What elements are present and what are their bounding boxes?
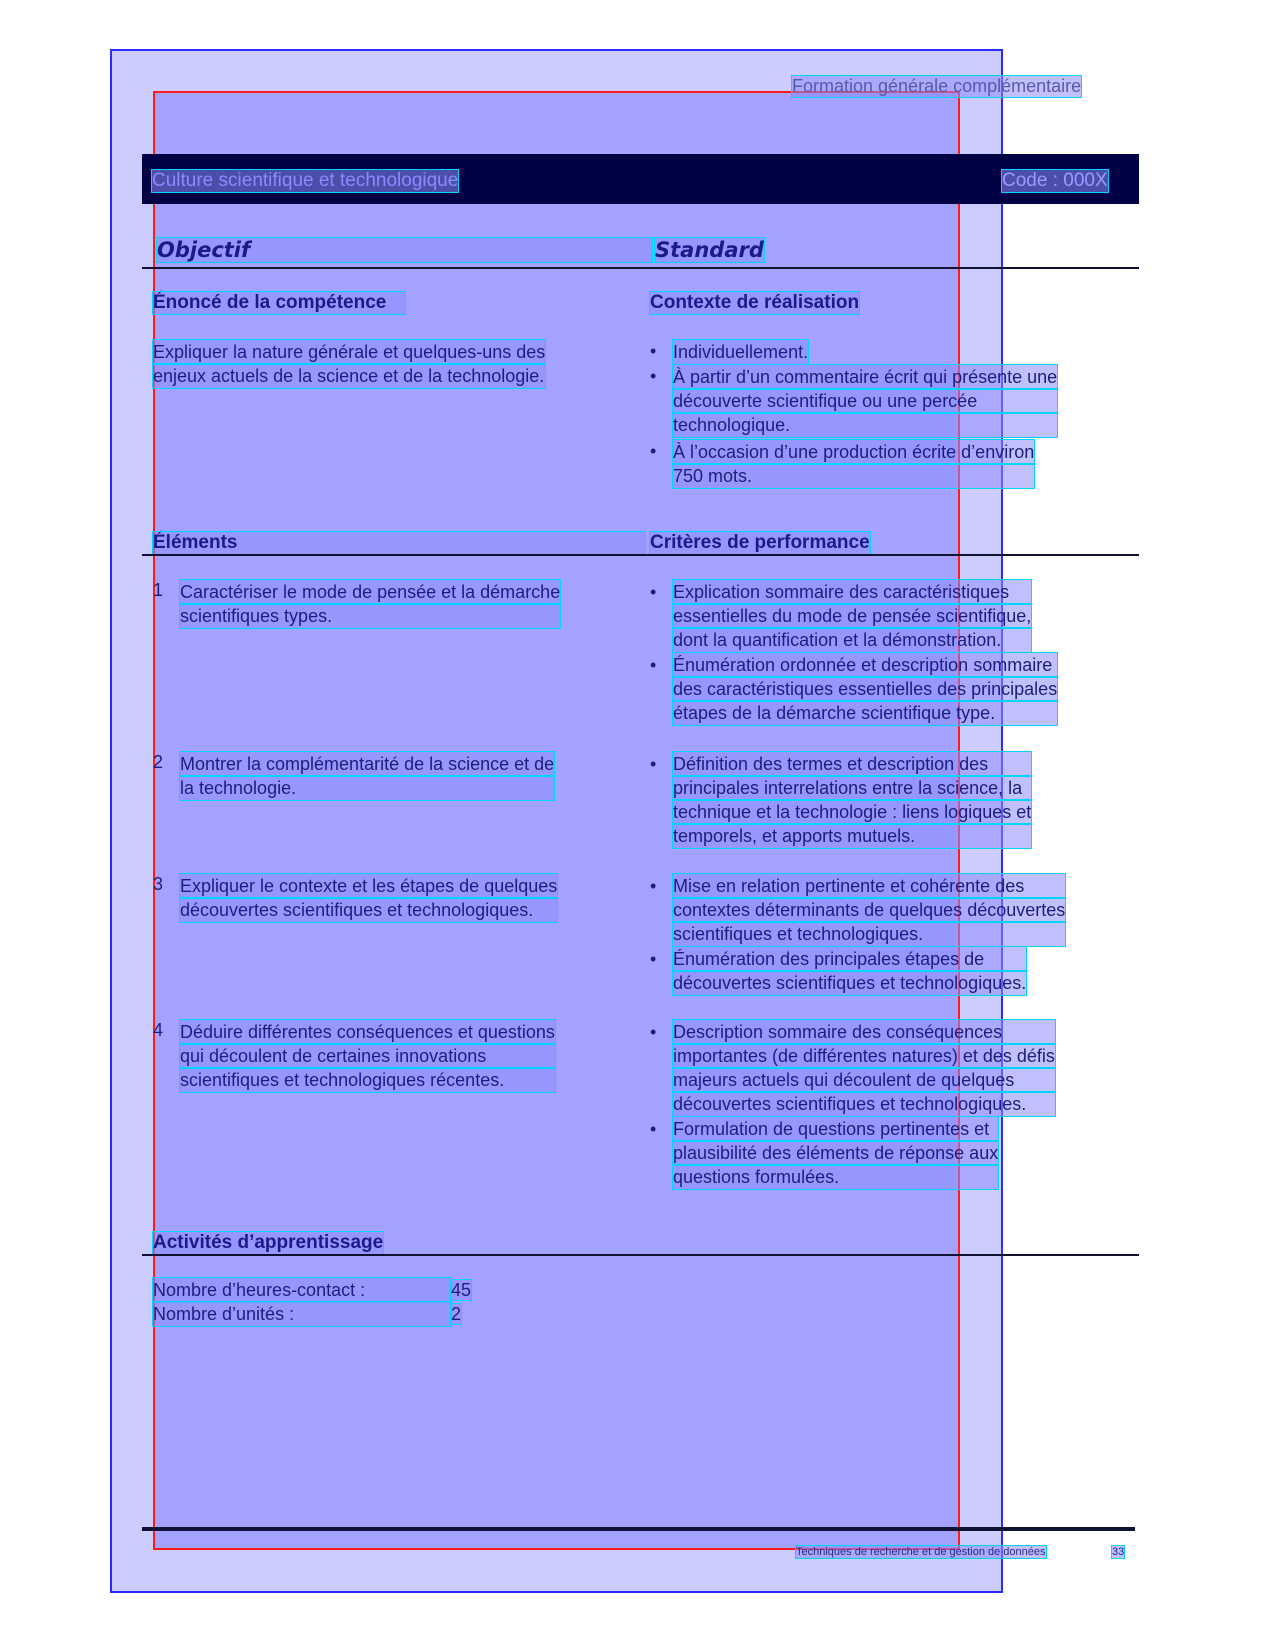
- criterion-item: [673, 752, 1031, 848]
- footer-rule: [142, 1527, 1135, 1531]
- context-line: À partir d’un commentaire écrit qui présente une: [673, 367, 1058, 387]
- hours-row: [153, 1278, 471, 1302]
- criterion-line: Mise en relation pertinente et cohérente des: [673, 874, 1065, 898]
- context-item: [673, 440, 1034, 488]
- bullet-icon: •: [650, 366, 657, 386]
- criteria-heading: Critères de performance: [650, 532, 870, 553]
- competence-heading: Énoncé de la compétence: [153, 292, 405, 314]
- criterion-line: Description sommaire des conséquences: [673, 1020, 1055, 1044]
- bullet-icon: •: [650, 1022, 657, 1042]
- criterion-line: dont la quantification et la démonstration.: [673, 628, 1031, 652]
- footer-text: Techniques de recherche et de gestion de données: [796, 1546, 1046, 1558]
- competence-statement: [153, 340, 545, 388]
- competence-line: Expliquer la nature générale et quelques-uns des: [153, 342, 546, 362]
- activities-heading: Activités d’apprentissage: [153, 1232, 384, 1253]
- element-line: scientifiques types.: [180, 604, 560, 628]
- context-item: [673, 365, 1057, 437]
- criterion-line: étapes de la démarche scientifique type.: [673, 701, 1057, 725]
- units-value: 2: [451, 1304, 462, 1324]
- criterion-line: découvertes scientifiques et technologiques.: [673, 973, 1027, 993]
- element-text: [180, 1020, 555, 1092]
- element-line: Montrer la complémentarité de la science et de: [180, 754, 555, 774]
- criterion-line: questions formulées.: [673, 1165, 998, 1189]
- units-label: Nombre d’unités :: [153, 1302, 451, 1326]
- units-row: [153, 1302, 461, 1326]
- element-line: découvertes scientifiques et technologiques.: [180, 898, 557, 922]
- criterion-item: [673, 653, 1057, 725]
- bullet-icon: •: [650, 949, 657, 969]
- bullet-icon: •: [650, 1119, 657, 1139]
- context-line: découverte scientifique ou une percée: [673, 389, 1057, 413]
- criterion-line: des caractéristiques essentielles des principales: [673, 679, 1058, 699]
- context-line: technologique.: [673, 413, 1057, 437]
- program-header: Formation générale complémentaire: [792, 76, 1082, 96]
- context-line: À l’occasion d’une production écrite d’environ: [673, 442, 1035, 462]
- criterion-line: Définition des termes et description des: [673, 752, 1031, 776]
- element-line: la technologie.: [180, 776, 554, 800]
- criterion-line: découvertes scientifiques et technologiques.: [673, 1092, 1055, 1116]
- context-heading: Contexte de réalisation: [650, 292, 860, 313]
- element-line: Expliquer le contexte et les étapes de quelques: [180, 876, 558, 896]
- course-title: Culture scientifique et technologique: [152, 170, 459, 191]
- competence-line: enjeux actuels de la science et de la technologie.: [153, 366, 545, 386]
- criterion-item: [673, 1117, 998, 1189]
- criterion-line: essentielles du mode de pensée scientifique,: [673, 606, 1032, 626]
- element-text: [180, 874, 557, 922]
- bullet-icon: •: [650, 655, 657, 675]
- criterion-item: [673, 874, 1065, 946]
- element-number: 2: [153, 752, 164, 772]
- criterion-line: technique et la technologie : liens logiques et: [673, 802, 1032, 822]
- criterion-line: Énumération des principales étapes de: [673, 947, 1026, 971]
- element-number: 1: [153, 580, 164, 600]
- element-number: 3: [153, 874, 164, 894]
- course-code: Code : 000X: [1002, 170, 1108, 191]
- standard-heading: Standard: [655, 238, 764, 262]
- context-line: Individuellement.: [673, 342, 809, 362]
- divider-top: [142, 267, 1139, 269]
- element-line: qui découlent de certaines innovations: [180, 1044, 555, 1068]
- criterion-line: scientifiques et technologiques.: [673, 922, 1065, 946]
- bullet-icon: •: [650, 441, 657, 461]
- criterion-line: majeurs actuels qui découlent de quelques: [673, 1068, 1055, 1092]
- criterion-line: importantes (de différentes natures) et des défis: [673, 1046, 1055, 1066]
- criterion-line: plausibilité des éléments de réponse aux: [673, 1143, 999, 1163]
- context-line: 750 mots.: [673, 464, 1034, 488]
- criterion-line: contextes déterminants de quelques découvertes: [673, 900, 1066, 920]
- criterion-line: Explication sommaire des caractéristiques: [673, 580, 1031, 604]
- element-text: [180, 580, 560, 628]
- bullet-icon: •: [650, 341, 657, 361]
- element-line: Déduire différentes conséquences et questions: [180, 1022, 555, 1042]
- page-number: 33: [1112, 1546, 1125, 1558]
- bullet-icon: •: [650, 876, 657, 896]
- objective-heading: Objectif: [157, 238, 652, 262]
- bullet-icon: •: [650, 582, 657, 602]
- criterion-item: [673, 1020, 1055, 1116]
- criterion-item: [673, 947, 1026, 995]
- divider-elements: [142, 554, 1139, 556]
- element-number: 4: [153, 1020, 164, 1040]
- element-line: Caractériser le mode de pensée et la démarche: [180, 582, 561, 602]
- element-line: scientifiques et technologiques récentes.: [180, 1068, 555, 1092]
- criterion-line: temporels, et apports mutuels.: [673, 824, 1031, 848]
- context-item: [673, 340, 808, 364]
- criterion-line: principales interrelations entre la science, la: [673, 776, 1031, 800]
- criterion-item: [673, 580, 1031, 652]
- criterion-line: Énumération ordonnée et description sommaire: [673, 653, 1057, 677]
- hours-value: 45: [451, 1280, 472, 1300]
- element-text: [180, 752, 554, 800]
- bullet-icon: •: [650, 754, 657, 774]
- divider-activities: [142, 1254, 1139, 1256]
- hours-label: Nombre d’heures-contact :: [153, 1278, 451, 1302]
- criterion-line: Formulation de questions pertinentes et: [673, 1117, 998, 1141]
- elements-heading: Éléments: [153, 532, 645, 554]
